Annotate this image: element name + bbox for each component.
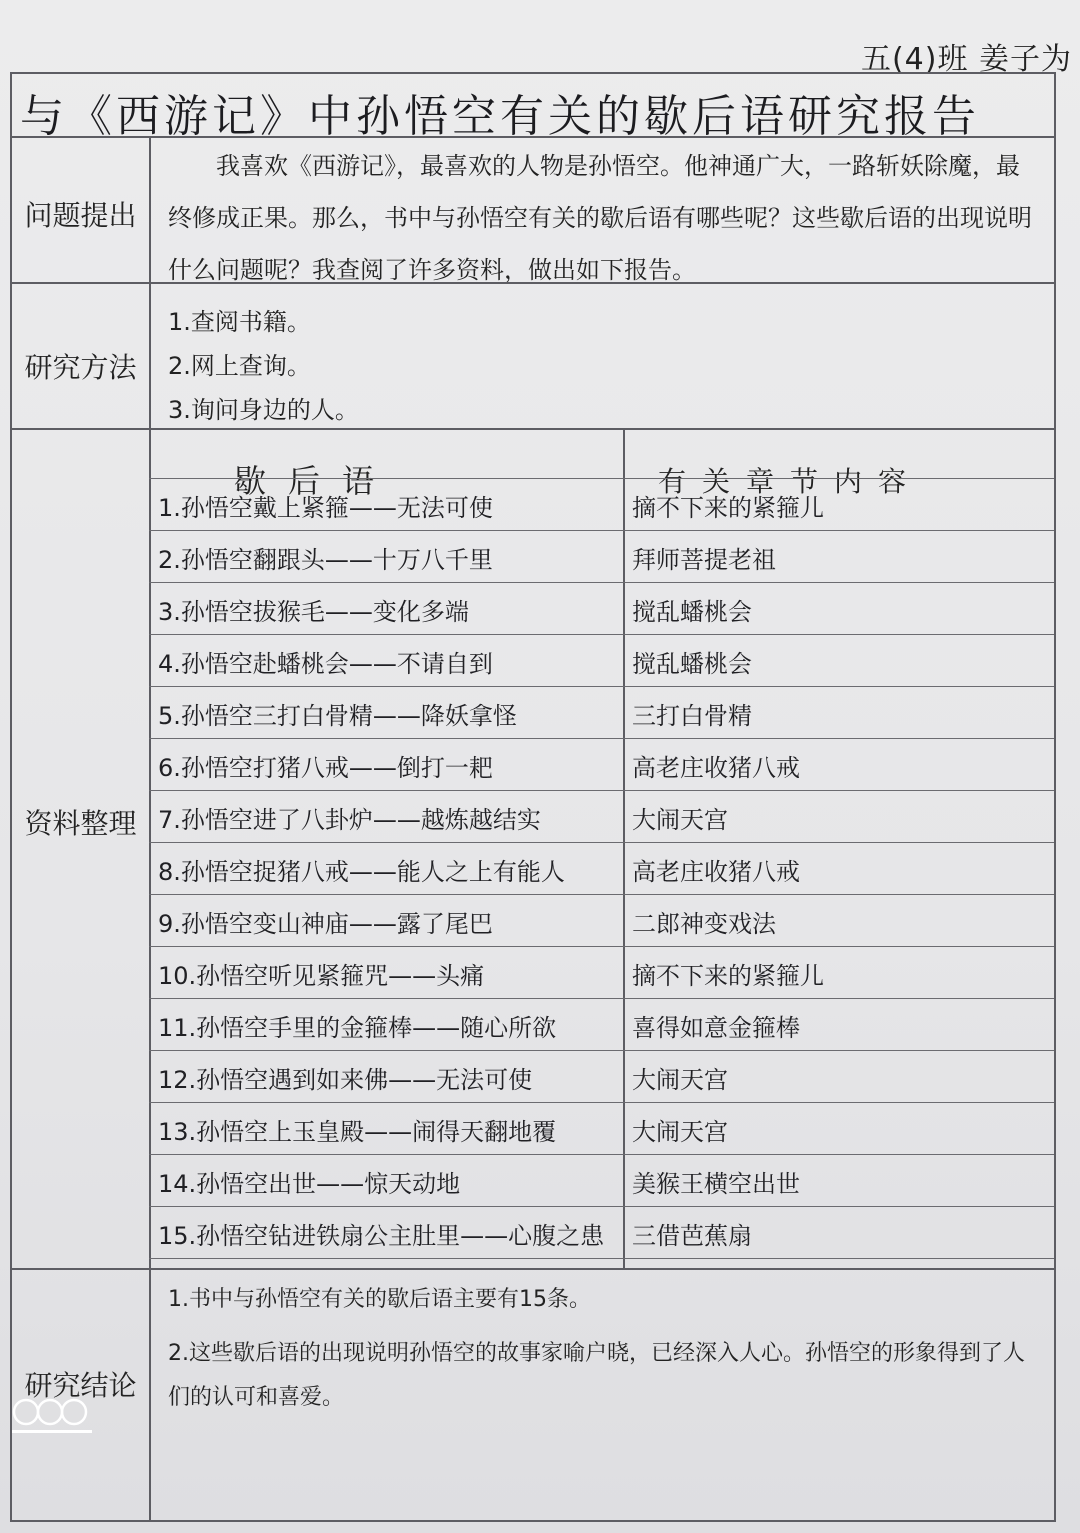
table-cell-chapter: 大闹天宫 [632,1066,728,1094]
title-row [12,74,1054,142]
question-paragraph: 我喜欢《西游记》，最喜欢的人物是孙悟空。他神通广大，一路斩妖除魔，最终修成正果。那么，书中与孙悟空有关的歇后语有哪些呢？这些歇后语的出现说明什么问题呢？我查阅了许多资料，做出如下报告。 [168,152,1032,284]
table-cell-chapter: 大闹天宫 [632,1118,728,1146]
table-header-saying: 歇后语 [234,462,397,500]
table-header-chapter: 有关章节内容 [658,465,923,498]
table-row-divider [149,478,1054,479]
table-row-divider [149,1050,1054,1051]
table-cell-saying: 9.孙悟空变山神庙——露了尾巴 [158,910,493,938]
table-cell-saying: 6.孙悟空打猪八戒——倒打一耙 [158,754,493,782]
table-cell-saying: 2.孙悟空翻跟头——十万八千里 [158,546,493,574]
method-item-3: 3.询问身边的人。 [168,396,359,424]
table-cell-saying: 15.孙悟空钻进铁扇公主肚里——心腹之患 [158,1222,605,1250]
question-text [168,140,1040,296]
table-row-divider [149,790,1054,791]
report-title: 与《西游记》中孙悟空有关的歇后语研究报告 [20,91,980,142]
section-divider-3 [12,1268,1054,1270]
table-row-divider [149,530,1054,531]
author-label: 五(4)班 姜子为 [860,42,1072,77]
table-cell-chapter: 二郎神变戏法 [632,910,776,938]
table-cell-chapter: 三打白骨精 [632,702,752,730]
table-row-divider [149,894,1054,895]
table-cell-saying: 11.孙悟空手里的金箍棒——随心所欲 [158,1014,557,1042]
report-table [10,72,1056,1522]
table-cell-chapter: 三借芭蕉扇 [632,1222,752,1250]
table-cell-saying: 3.孙悟空拔猴毛——变化多端 [158,598,469,626]
table-cell-chapter: 高老庄收猪八戒 [632,858,800,886]
camera-watermark-icon [10,1398,100,1438]
table-row-divider [149,738,1054,739]
table-row-divider [149,686,1054,687]
table-row-divider [149,1258,1054,1259]
table-cell-saying: 14.孙悟空出世——惊天动地 [158,1170,461,1198]
table-cell-chapter: 高老庄收猪八戒 [632,754,800,782]
table-row-divider [149,1102,1054,1103]
table-row-divider [149,946,1054,947]
table-row-divider [149,998,1054,999]
table-cell-chapter: 大闹天宫 [632,806,728,834]
table-cell-chapter: 摘不下来的紧箍儿 [632,962,824,990]
table-cell-chapter: 美猴王横空出世 [632,1170,800,1198]
table-cell-chapter: 摘不下来的紧箍儿 [632,494,824,522]
table-row-divider [149,842,1054,843]
table-cell-saying: 4.孙悟空赴蟠桃会——不请自到 [158,650,493,678]
conclusion-label: 研究结论 [24,1369,137,1402]
table-row-divider [149,1154,1054,1155]
table-cell-chapter: 拜师菩提老祖 [632,546,776,574]
data-label: 资料整理 [24,807,137,840]
conclusion-item-2: 2.这些歇后语的出现说明孙悟空的故事家喻户晓，已经深入人心。孙悟空的形象得到了人们的认可和喜爱。 [168,1341,1025,1410]
method-label: 研究方法 [24,351,137,384]
table-cell-saying: 7.孙悟空进了八卦炉——越炼越结实 [158,806,541,834]
table-cell-saying: 12.孙悟空遇到如来佛——无法可使 [158,1066,533,1094]
conclusion-item-1: 1.书中与孙悟空有关的歇后语主要有15条。 [168,1287,591,1312]
table-cell-saying: 1.孙悟空戴上紧箍——无法可使 [158,494,493,522]
table-row-divider [149,634,1054,635]
question-label: 问题提出 [24,199,137,232]
table-row-divider [149,582,1054,583]
section-divider-2 [12,428,1054,430]
table-cell-saying: 13.孙悟空上玉皇殿——闹得天翻地覆 [158,1118,557,1146]
section-divider-1 [12,282,1054,284]
table-cell-chapter: 搅乱蟠桃会 [632,598,752,626]
table-column-divider [623,430,625,1268]
label-column-divider [149,136,151,1520]
table-row-divider [149,1206,1054,1207]
method-item-2: 2.网上查询。 [168,352,311,380]
table-cell-chapter: 搅乱蟠桃会 [632,650,752,678]
table-cell-saying: 5.孙悟空三打白骨精——降妖拿怪 [158,702,517,730]
table-cell-saying: 10.孙悟空听见紧箍咒——头痛 [158,962,485,990]
table-cell-saying: 8.孙悟空捉猪八戒——能人之上有能人 [158,858,565,886]
method-item-1: 1.查阅书籍。 [168,308,311,336]
table-cell-chapter: 喜得如意金箍棒 [632,1014,800,1042]
